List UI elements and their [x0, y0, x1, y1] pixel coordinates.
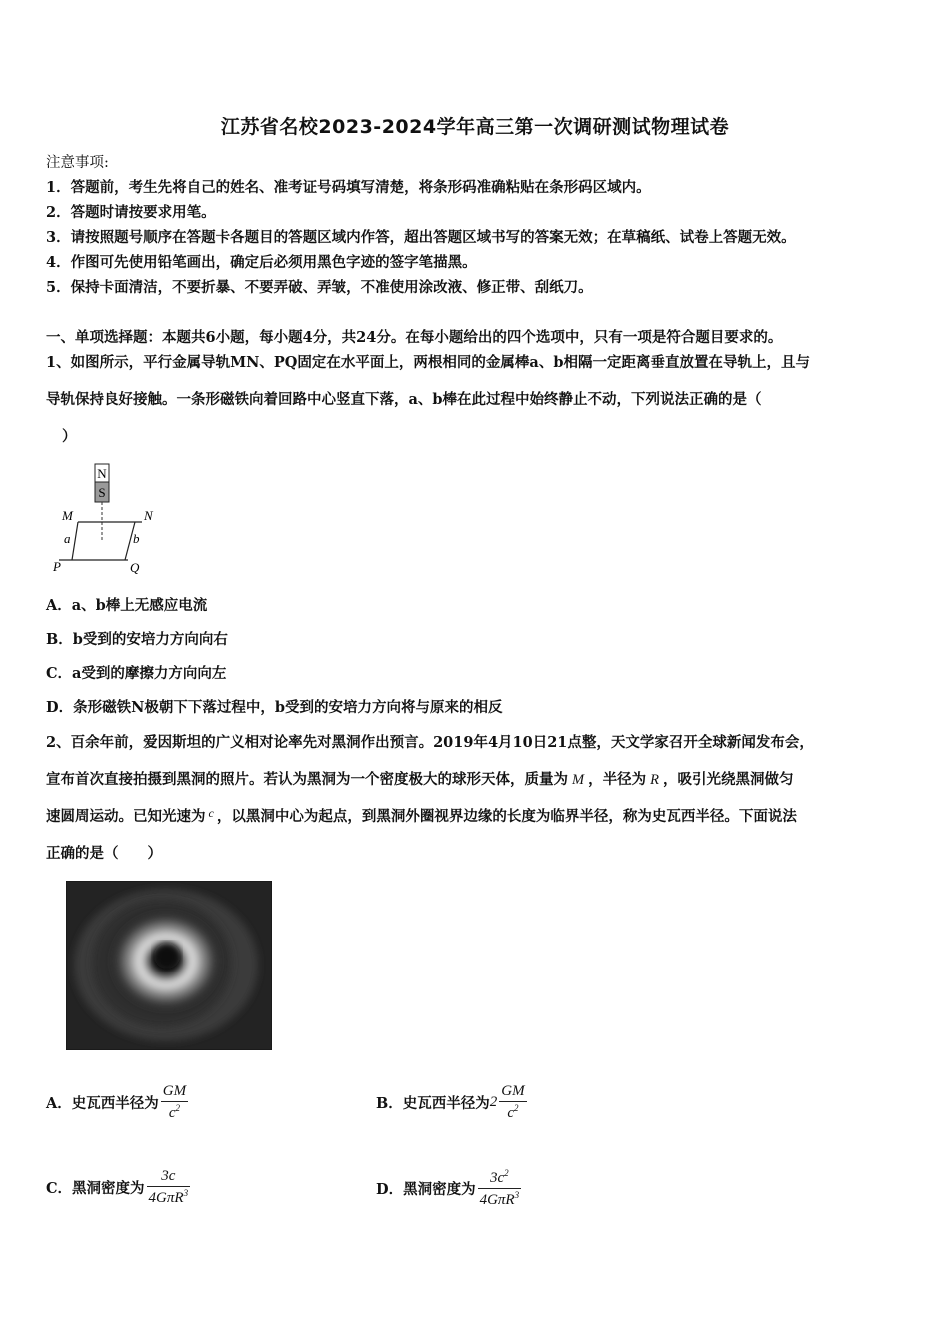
q1-line-2: 导轨保持良好接触。一条形磁铁向着回路中心竖直下落，a、b棒在此过程中始终静止不动，下列说法正确的是（: [46, 391, 762, 408]
q2-option-b: B．史瓦西半径为2 $\frac{GM}{c^2}$: [376, 1083, 525, 1121]
q1-option-c: C．a受到的摩擦力方向向左: [46, 665, 227, 682]
q1-option-d: D．条形磁铁N极朝下下落过程中，b受到的安培力方向将与原来的相反: [46, 699, 503, 716]
q1-option-b: B．b受到的安培力方向向右: [46, 631, 228, 648]
page-title: 江苏省名校2023-2024学年高三第一次调研测试物理试卷: [220, 116, 730, 138]
label-p: P: [53, 559, 61, 574]
notice-item-4: 4．作图可先使用铅笔画出，确定后必须用黑色字迹的签字笔描黑。: [46, 254, 477, 271]
notice-item-1: 1．答题前，考生先将自己的姓名、准考证号码填写清楚，将条形码准确粘贴在条形码区域内。: [46, 179, 651, 196]
q2-line-1: 2、百余年前，爱因斯坦的广义相对论率先对黑洞作出预言。2019年4月10日21点整，天文学家召开全球新闻发布会，: [46, 734, 814, 751]
q2-option-c: C．黑洞密度为 $\frac{3c}{4G\pi R^3}$: [46, 1168, 189, 1206]
notice-item-5: 5．保持卡面清洁，不要折暴、不要弄破、弄皱，不准使用涂改液、修正带、刮纸刀。: [46, 279, 593, 296]
notice-item-2: 2．答题时请按要求用笔。: [46, 204, 216, 221]
section-heading: 一、单项选择题：本题共6小题，每小题4分，共24分。在每小题给出的四个选项中，只有一项是符合题目要求的。: [46, 329, 783, 346]
q1-line-3: ）: [62, 428, 77, 445]
rails-magnet-figure: [50, 462, 165, 580]
q2-option-a: A．史瓦西半径为 $\frac{GM}{c^2}$: [46, 1083, 187, 1121]
notice-heading: 注意事项:: [46, 155, 109, 171]
notice-item-3: 3．请按照题号顺序在答题卡各题目的答题区域内作答，超出答题区域书写的答案无效；在草稿纸、试卷上答题无效。: [46, 229, 796, 246]
q1-option-a: A．a、b棒上无感应电流: [46, 597, 208, 614]
label-a: a: [64, 531, 71, 546]
label-n: N: [144, 508, 153, 523]
s-pole-label: S: [98, 485, 106, 500]
q2-line-3: 速圆周运动。已知光速为 $^c$ ，以黑洞中心为起点，到黑洞外圈视界边缘的长度为临界半径，称为史瓦西半径。下面说法: [46, 806, 797, 825]
label-q: Q: [130, 560, 140, 575]
q2-option-d: D．黑洞密度为 $\frac{3c^2}{4G\pi R^3}$: [376, 1168, 520, 1208]
q1-line-1: 1、如图所示，平行金属导轨MN、PQ固定在水平面上，两根相同的金属棒a、b相隔一定距离垂直放置在导轨上，且与: [46, 354, 810, 371]
label-b: b: [133, 531, 140, 546]
n-pole-label: N: [97, 466, 107, 481]
label-m: M: [62, 508, 73, 523]
q2-line-2: 宣布首次直接拍摄到黑洞的照片。若认为黑洞为一个密度极大的球形天体，质量为 M ，半径为 R ，吸引光绕黑洞做匀: [46, 771, 794, 788]
q2-line-4: 正确的是（ ）: [46, 845, 162, 862]
black-hole-image: [66, 881, 272, 1050]
